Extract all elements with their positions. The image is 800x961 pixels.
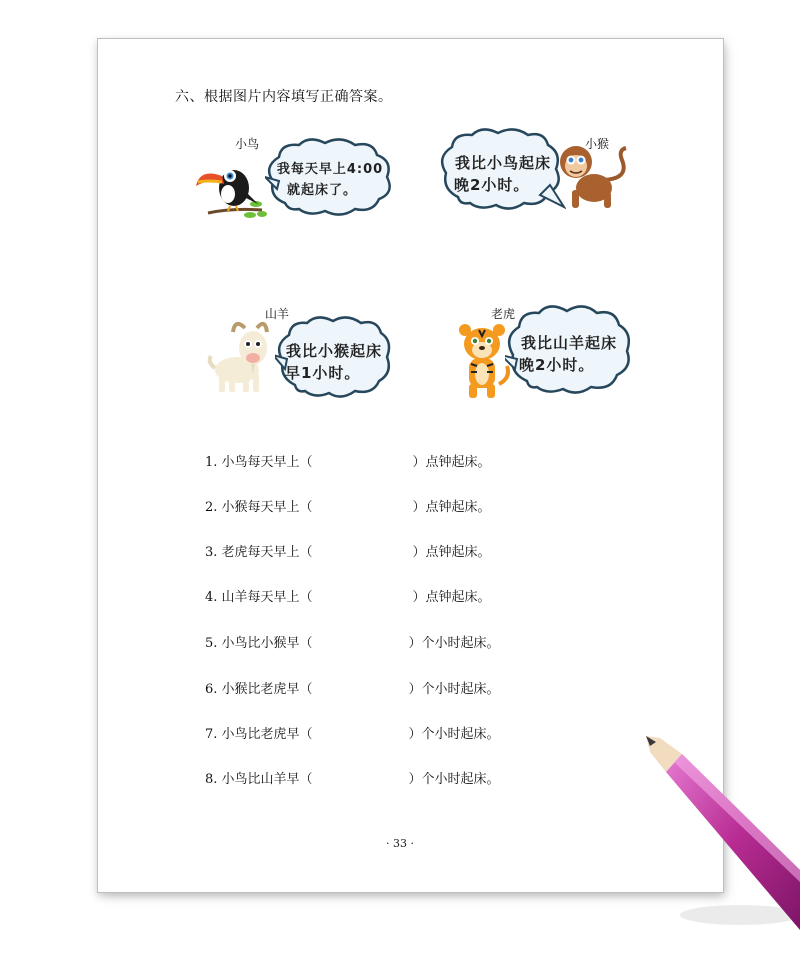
question-prefix: 1. 小鸟每天早上（ <box>205 455 313 470</box>
question-suffix: ）点钟起床。 <box>412 500 491 515</box>
bird-speech-bubble <box>265 137 395 219</box>
monkey-illustration <box>560 140 635 216</box>
question-suffix: ）个小时起床。 <box>408 636 500 651</box>
toucan-illustration <box>192 158 270 232</box>
tiger-line-2: 晚2小时。 <box>519 356 595 374</box>
tiger-line-1: 我比山羊起床 <box>520 334 617 352</box>
section-heading: 六、根据图片内容填写正确答案。 <box>175 89 393 105</box>
question-7 <box>205 723 500 742</box>
question-suffix: ）点钟起床。 <box>412 545 491 560</box>
monkey-line-2: 晚2小时。 <box>454 176 530 194</box>
goat-illustration <box>205 318 277 398</box>
bird-line-1: 我每天早上4:00 <box>276 162 384 177</box>
tiger-name: 老虎 <box>491 307 516 321</box>
goat-name: 山羊 <box>265 307 290 321</box>
question-1 <box>205 451 491 470</box>
bird-line-2: 就起床了。 <box>287 183 358 198</box>
question-prefix: 5. 小鸟比小猴早（ <box>205 636 313 651</box>
monkey-speech-bubble <box>440 127 566 215</box>
question-4 <box>205 586 491 605</box>
pencil-icon <box>620 730 800 954</box>
question-suffix: ）点钟起床。 <box>412 455 491 470</box>
question-2 <box>205 496 491 515</box>
question-prefix: 8. 小鸟比山羊早（ <box>205 772 313 787</box>
page-number: · 33 · <box>386 837 414 850</box>
question-prefix: 2. 小猴每天早上（ <box>205 500 313 515</box>
goat-speech-bubble <box>275 313 393 403</box>
monkey-line-1: 我比小鸟起床 <box>454 154 551 172</box>
question-prefix: 4. 山羊每天早上（ <box>205 590 313 605</box>
question-suffix: ）点钟起床。 <box>412 590 491 605</box>
question-suffix: ）个小时起床。 <box>408 727 500 742</box>
question-prefix: 6. 小猴比老虎早（ <box>205 682 313 697</box>
question-6 <box>205 678 500 697</box>
question-prefix: 7. 小鸟比老虎早（ <box>205 727 313 742</box>
question-3 <box>205 541 491 560</box>
question-5 <box>205 632 500 651</box>
question-suffix: ）个小时起床。 <box>408 682 500 697</box>
question-suffix: ）个小时起床。 <box>408 772 500 787</box>
question-8 <box>205 768 500 787</box>
tiger-speech-bubble <box>505 303 633 399</box>
tiger-illustration <box>455 322 511 404</box>
monkey-name: 小猴 <box>585 137 610 151</box>
goat-line-1: 我比小猴起床 <box>285 342 382 360</box>
bird-name: 小鸟 <box>235 137 260 151</box>
goat-line-2: 早1小时。 <box>285 364 361 382</box>
question-prefix: 3. 老虎每天早上（ <box>205 545 313 560</box>
